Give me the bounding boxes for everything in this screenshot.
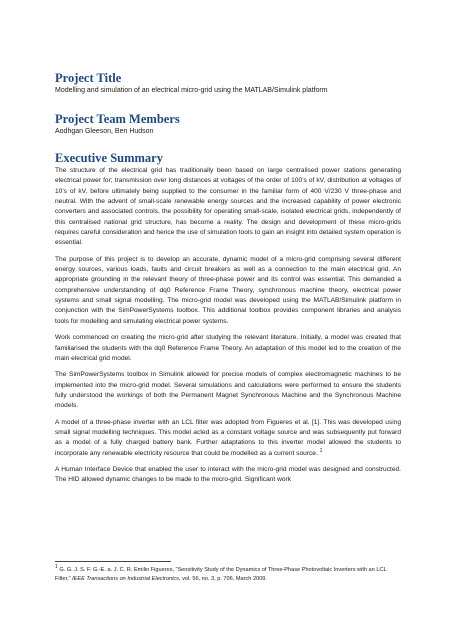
- summary-paragraph: Work commenced on creating the micro-grid after studying the relevant literature. Initially, a model was created that familiarised the students with the dq0 Reference Frame Theory. An adaptation of this model led to the creation of the main electrical grid model.: [55, 334, 401, 362]
- footnote-journal: IEEE Transactions on Industrial Electronics: [72, 575, 179, 582]
- footnote-details: , vol. 56, no. 3, p. 706, March 2009.: [178, 575, 267, 582]
- summary-paragraph: [55, 418, 401, 459]
- project-title-heading: Project Title: [55, 71, 122, 85]
- summary-paragraph: The purpose of this project is to develop an accurate, dynamic model of a micro-grid comprising several different energy sources, various loads, faults and circuit breakers as well as a connection to the main electrical grid. An appropriate grounding in the relevant theory of three-phase power and its control was essential. This demanded a comprehensive understanding of dq0 Reference Frame Theory, synchronous machine theory, electrical power systems and small signal modelling. The micro-grid model was developed using the MATLAB/Simulink platform in conjunction with the SimPowerSystems toolbox. This additional toolbox provides component libraries and analysis tools for modelling and simulating electrical power systems.: [55, 255, 401, 325]
- team-members-text: Aodhgan Gleeson, Ben Hudson: [55, 128, 154, 135]
- project-title-text: Modelling and simulation of an electrical micro-grid using the MATLAB/Simulink platform: [55, 87, 328, 94]
- summary-paragraph-text: A model of a three-phase inverter with an LCL filter was adopted from Figueres et al. [1]. This was developed using small signal modelling techniques. This model acted as a constant voltage source and was subsequently put forward as a model of a fully charged battery bank. Further adaptations to this inverter model allowed the students to incorporate any renewable electricity resource that could be modelled as a current source.: [55, 418, 401, 457]
- footnote-separator: [55, 561, 171, 562]
- footnote-text: G. G. J. S. F. G.-E. a. J. C. R. Emilio Figueres, “Sensitivity Study of the Dynamics of Three-Phase Photovoltaic Inverters with an LCL Filter,”: [55, 567, 387, 582]
- summary-paragraph: The structure of the electrical grid has traditionally been based on large centralised power stations generating electrical power for; transmission over long distances at voltages of the order of 100’s of kV, distribution at voltages of 10’s of kV, before ultimately being supplied to the consumer in the familiar form of 400 V/230 V three-phase and neutral. With the advent of small-scale renewable energy sources and the increased capability of power electronic converters and associated controls, the possibility for operating small-scale, isolated electrical grids, independently of this centralised national grid structure, has become a reality. The design and development of these micro-grids requires careful consideration and hence the use of simulation tools to gain an insight into detailed system operation is essential.: [55, 167, 401, 247]
- footnote-marker: 1: [55, 564, 58, 570]
- page-content: [55, 71, 401, 492]
- footnote: [55, 566, 401, 583]
- team-members-heading: Project Team Members: [55, 112, 180, 126]
- footnote-reference[interactable]: 1: [319, 447, 323, 454]
- summary-paragraph: A Human Interface Device that enabled the user to interact with the micro-grid model was designed and constructed. The HID allowed dynamic changes to be made to the micro-grid. Significant work: [55, 465, 401, 484]
- summary-paragraph: The SimPowerSystems toolbox in Simulink allowed for precise models of complex electromagnetic machines to be implemented into the micro-grid model. Several simulations and calculations were performed to ensure the students fully understood the workings of both the Permanent Magnet Synchronous Machine and the Synchronous Machine models.: [55, 371, 401, 410]
- executive-summary-heading: Executive Summary: [55, 151, 163, 165]
